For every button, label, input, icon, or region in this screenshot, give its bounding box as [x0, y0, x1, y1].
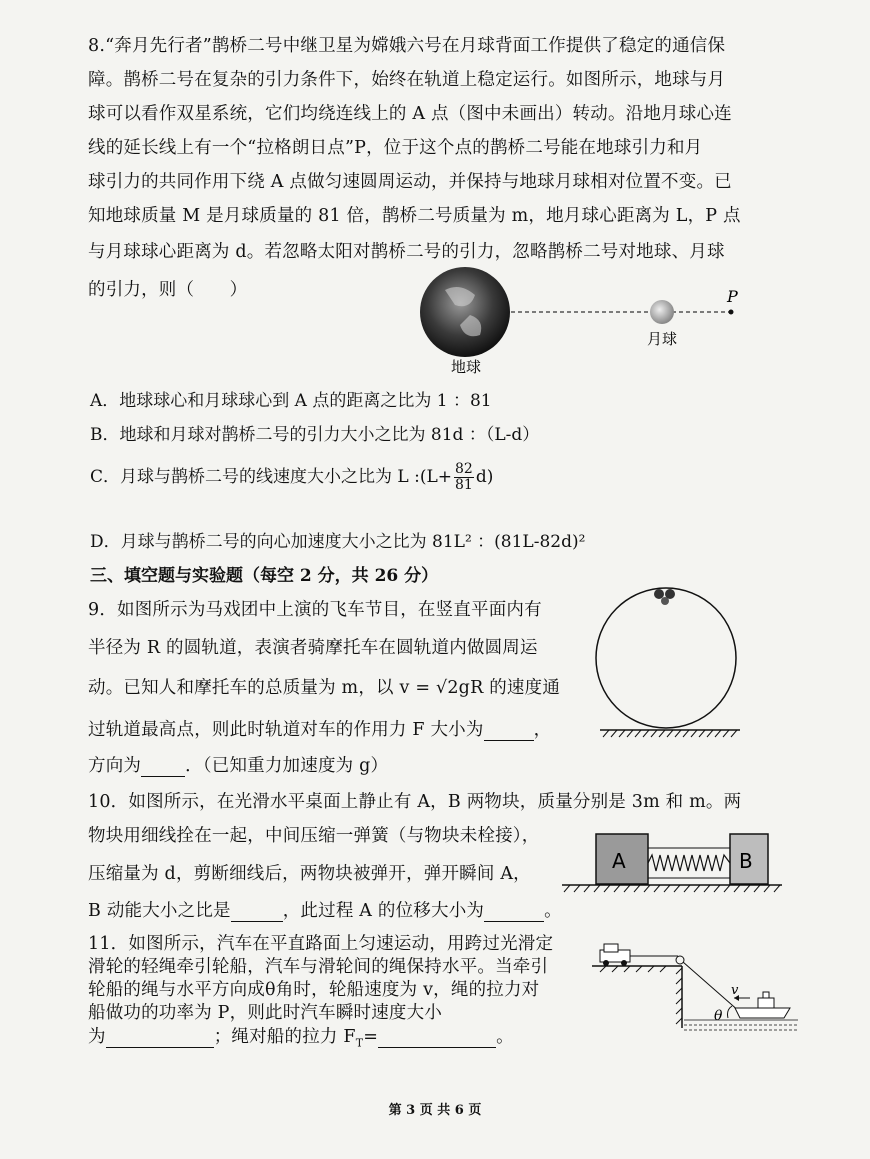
answer-blank-displacement[interactable]: [484, 901, 544, 922]
q11-line-1: 11．如图所示，汽车在平直路面上匀速运动，用跨过光滑定: [88, 934, 554, 954]
q10-line-3: 压缩量为 d，剪断细线后，两物块被弹开，弹开瞬间 A，: [88, 864, 531, 884]
answer-blank-force[interactable]: [484, 720, 534, 741]
answer-blank-ke-ratio[interactable]: [231, 901, 283, 922]
answer-blank-tension[interactable]: [378, 1027, 496, 1048]
q11-line-5: [88, 1023, 514, 1050]
q9-comma: ，: [533, 720, 552, 740]
earth-icon: [420, 267, 510, 357]
q11-equals: =: [363, 1027, 379, 1047]
earth-label: 地球: [451, 358, 482, 376]
q8-line-7: 与月球球心距离为 d。若忽略太阳对鹊桥二号的引力，忽略鹊桥二号对地球、月球: [88, 242, 725, 262]
point-p-label: P: [727, 287, 738, 306]
q11-period: 。: [496, 1027, 514, 1047]
page-footer: 第 3 页 共 6 页: [388, 1103, 482, 1118]
q8-line-3: 球可以看作双星系统，它们均绕连线上的 A 点（图中未画出）转动。沿地月球心连: [88, 104, 732, 124]
blocks-spring-figure: [560, 828, 785, 898]
q9-line-5-tail: ．（已知重力加速度为 g）: [185, 756, 389, 776]
q11-tension-subscript: T: [355, 1036, 364, 1050]
q10-period: 。: [544, 901, 562, 921]
q10-line-1: 10．如图所示，在光滑水平桌面上静止有 A，B 两物块，质量分别是 3m 和 m。两: [88, 792, 742, 812]
water-lines: [684, 1020, 798, 1030]
fraction-denominator: 81: [455, 477, 473, 493]
q10-displacement-text: ，此过程 A 的位移大小为: [282, 901, 485, 921]
q11-line-5-prefix: 为: [88, 1027, 106, 1047]
ground-hatch: [603, 730, 737, 737]
q9-line-5: [88, 752, 388, 777]
theta-label: θ: [714, 1008, 723, 1024]
car-pulley-boat-figure: [590, 940, 800, 1040]
q11-line-2: 滑轮的轻绳牵引轮船，汽车与滑轮间的绳保持水平。当牵引: [88, 957, 549, 977]
point-p-dot: [729, 310, 734, 315]
q9-line-2: 半径为 R 的圆轨道，表演者骑摩托车在圆轨道内做圆周运: [88, 638, 538, 658]
pulley-icon: [676, 956, 684, 964]
block-a-label: A: [612, 849, 626, 873]
moon-label: 月球: [647, 330, 678, 348]
loop-track-circle: [596, 588, 736, 728]
q11-tension-text: ；绳对船的拉力 F: [213, 1027, 356, 1047]
q10-line-4-text: B 动能大小之比是: [88, 901, 231, 921]
q8-option-c: [90, 462, 493, 493]
moon-icon: [650, 300, 674, 324]
velocity-label: v: [731, 983, 739, 998]
q8-option-c-prefix: C．月球与鹊桥二号的线速度大小之比为 L :(L+: [90, 467, 452, 487]
cliff-hatch: [600, 966, 682, 1024]
q8-line-5: 球引力的共同作用下绕 A 点做匀速圆周运动，并保持与地球月球相对位置不变。已: [88, 172, 732, 192]
q8-option-c-fraction: [454, 462, 474, 493]
theta-arc: [728, 1006, 733, 1018]
q9-direction-label: 方向为: [88, 756, 142, 776]
q8-option-c-suffix: d): [475, 467, 494, 487]
q11-line-4: 船做功的功率为 P，则此时汽车瞬时速度大小: [88, 1003, 443, 1023]
q8-line-4: 线的延长线上有一个“拉格朗日点”P，位于这个点的鹊桥二号能在地球引力和月: [88, 138, 703, 158]
q8-option-b: B．地球和月球对鹊桥二号的引力大小之比为 81d ：（L-d）: [90, 425, 540, 445]
q8-option-d: D．月球与鹊桥二号的向心加速度大小之比为 81L² ：(81L-82d)²: [90, 532, 586, 552]
q8-option-a: A．地球球心和月球球心到 A 点的距离之比为 1 ：81: [90, 391, 492, 411]
boat-icon: [735, 992, 790, 1018]
section-3-title: 三、填空题与实验题（每空 2 分，共 26 分）: [90, 566, 439, 586]
car-icon: [600, 944, 630, 966]
q8-line-2: 障。鹊桥二号在复杂的引力条件下，始终在轨道上稳定运行。如图所示，地球与月: [88, 70, 726, 90]
q8-line-6: 知地球质量 M 是月球质量的 81 倍，鹊桥二号质量为 m，地月球心距离为 L，P 点: [88, 206, 741, 226]
q9-line-3: 动。已知人和摩托车的总质量为 m，以 v = √2gR 的速度通: [88, 678, 561, 698]
block-b-label: B: [739, 849, 753, 873]
q10-line-4: [88, 897, 562, 922]
q9-line-1: 9．如图所示为马戏团中上演的飞车节目，在竖直平面内有: [88, 600, 542, 620]
q10-line-2: 物块用细线拴在一起，中间压缩一弹簧（与物块未栓接），: [88, 826, 540, 846]
answer-blank-direction[interactable]: [141, 756, 185, 777]
spring: [648, 855, 730, 871]
q8-line-1: 8.“奔月先行者”鹊桥二号中继卫星为嫦娥六号在月球背面工作提供了稳定的通信保: [88, 36, 726, 56]
motorcycle-icon: [654, 589, 675, 605]
q11-line-3: 轮船的绳与水平方向成θ角时，轮船速度为 v，绳的拉力对: [88, 980, 540, 1000]
earth-moon-figure: [415, 270, 745, 380]
q9-line-4: [88, 716, 551, 741]
loop-track-figure: [595, 585, 745, 745]
q9-line-4-text: 过轨道最高点，则此时轨道对车的作用力 F 大小为: [88, 720, 484, 740]
fraction-numerator: 82: [455, 461, 473, 477]
q8-line-8: 的引力，则（ ）: [88, 280, 248, 300]
answer-blank-car-speed[interactable]: [106, 1027, 214, 1048]
table-hatch: [564, 885, 780, 892]
